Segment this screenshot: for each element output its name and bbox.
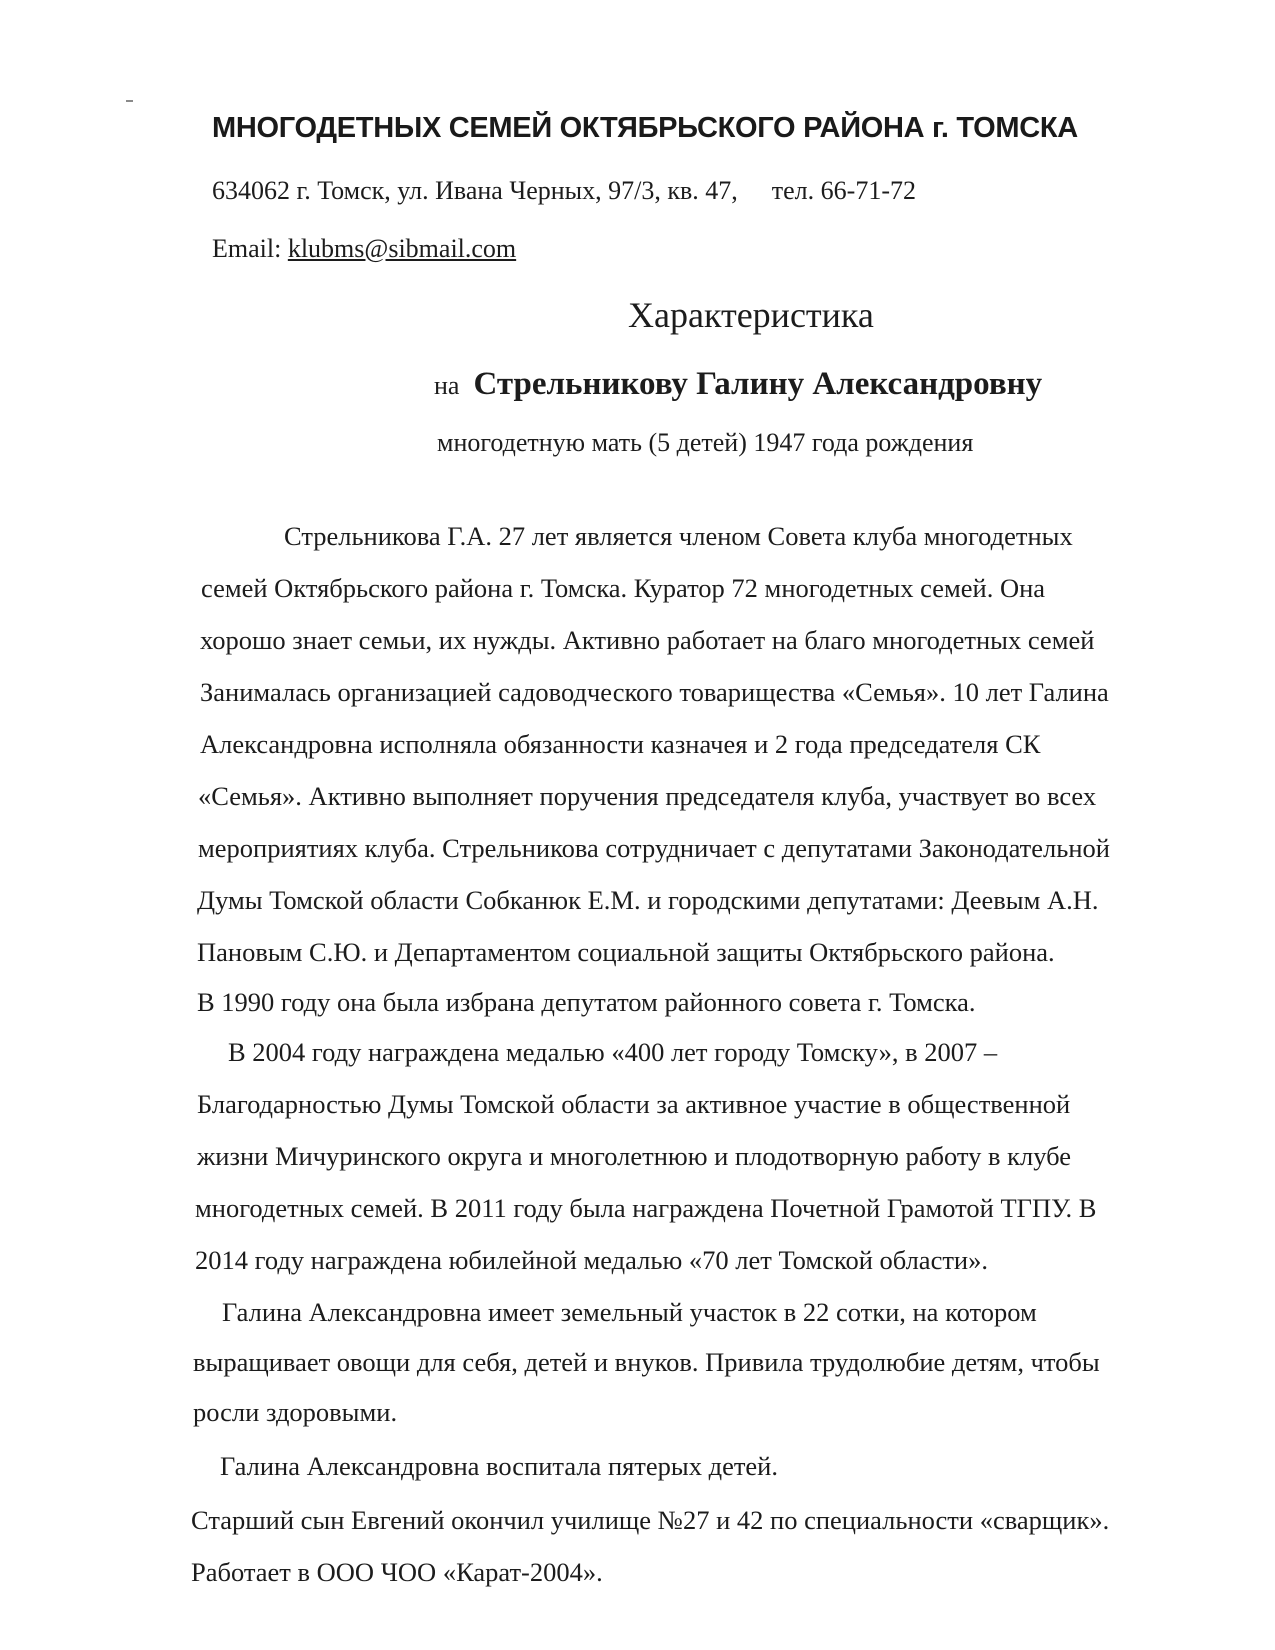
phone-number: тел. 66-71-72 xyxy=(771,176,916,205)
body-line: Старший сын Евгений окончил училище №27 и 42 по специальности «сварщик». xyxy=(191,1505,1110,1535)
body-line: Галина Александровна имеет земельный участок в 22 сотки, на котором xyxy=(222,1297,1037,1327)
body-line: мероприятиях клуба. Стрельникова сотрудничает с депутатами Законодательной xyxy=(198,833,1110,863)
address-line xyxy=(212,176,916,206)
body-line: Работает в ООО ЧОО «Карат-2004». xyxy=(191,1557,603,1587)
email-label: Email: xyxy=(212,234,282,263)
email-line xyxy=(212,234,516,264)
body-line: жизни Мичуринского округа и многолетнюю и плодотворную работу в клубе xyxy=(197,1141,1072,1171)
body-line: Пановым С.Ю. и Департаментом социальной защиты Октябрьского района. xyxy=(197,937,1055,967)
email-link[interactable]: klubms@sibmail.com xyxy=(287,234,517,263)
body-line: Благодарностью Думы Томской области за активное участие в общественной xyxy=(197,1089,1071,1119)
subject-name: Стрельникову Галину Александровну xyxy=(473,366,1043,402)
body-line: 2014 году награждена юбилейной медалью «70 лет Томской области». xyxy=(195,1245,988,1275)
body-line: хорошо знает семьи, их нужды. Активно работает на благо многодетных семей xyxy=(200,625,1095,655)
body-line: выращивает овощи для себя, детей и внуков. Привила трудолюбие детям, чтобы xyxy=(193,1347,1100,1377)
body-line: Александровна исполняла обязанности казначея и 2 года председателя СК xyxy=(200,729,1041,759)
body-line: Думы Томской области Собканюк Е.М. и городскими депутатами: Деевым А.Н. xyxy=(197,885,1099,915)
body-line: росли здоровыми. xyxy=(193,1397,398,1427)
body-line: В 1990 году она была избрана депутатом районного совета г. Томска. xyxy=(197,987,976,1017)
organization-heading: МНОГОДЕТНЫХ СЕМЕЙ ОКТЯБРЬСКОГО РАЙОНА г. ТОМСКА xyxy=(212,112,1078,144)
document-title: Характеристика xyxy=(628,295,874,335)
postal-address: 634062 г. Томск, ул. Ивана Черных, 97/3, кв. 47, xyxy=(212,176,738,205)
body-line: Галина Александровна воспитала пятерых детей. xyxy=(220,1451,778,1481)
subject-details: многодетную мать (5 детей) 1947 года рождения xyxy=(437,428,974,457)
body-line: Занималась организацией садоводческого товарищества «Семья». 10 лет Галина xyxy=(200,677,1109,707)
document-subject xyxy=(434,366,1042,403)
body-line: «Семья». Активно выполняет поручения председателя клуба, участвует во всех xyxy=(198,781,1097,811)
subject-prefix: на xyxy=(434,371,460,400)
scan-speck xyxy=(126,100,133,102)
body-line: В 2004 году награждена медалью «400 лет городу Томску», в 2007 – xyxy=(228,1037,998,1067)
body-line: многодетных семей. В 2011 году была награждена Почетной Грамотой ТГПУ. В xyxy=(195,1193,1097,1223)
body-line: Стрельникова Г.А. 27 лет является членом Совета клуба многодетных xyxy=(284,521,1073,551)
body-line: семей Октябрьского района г. Томска. Куратор 72 многодетных семей. Она xyxy=(201,573,1046,603)
